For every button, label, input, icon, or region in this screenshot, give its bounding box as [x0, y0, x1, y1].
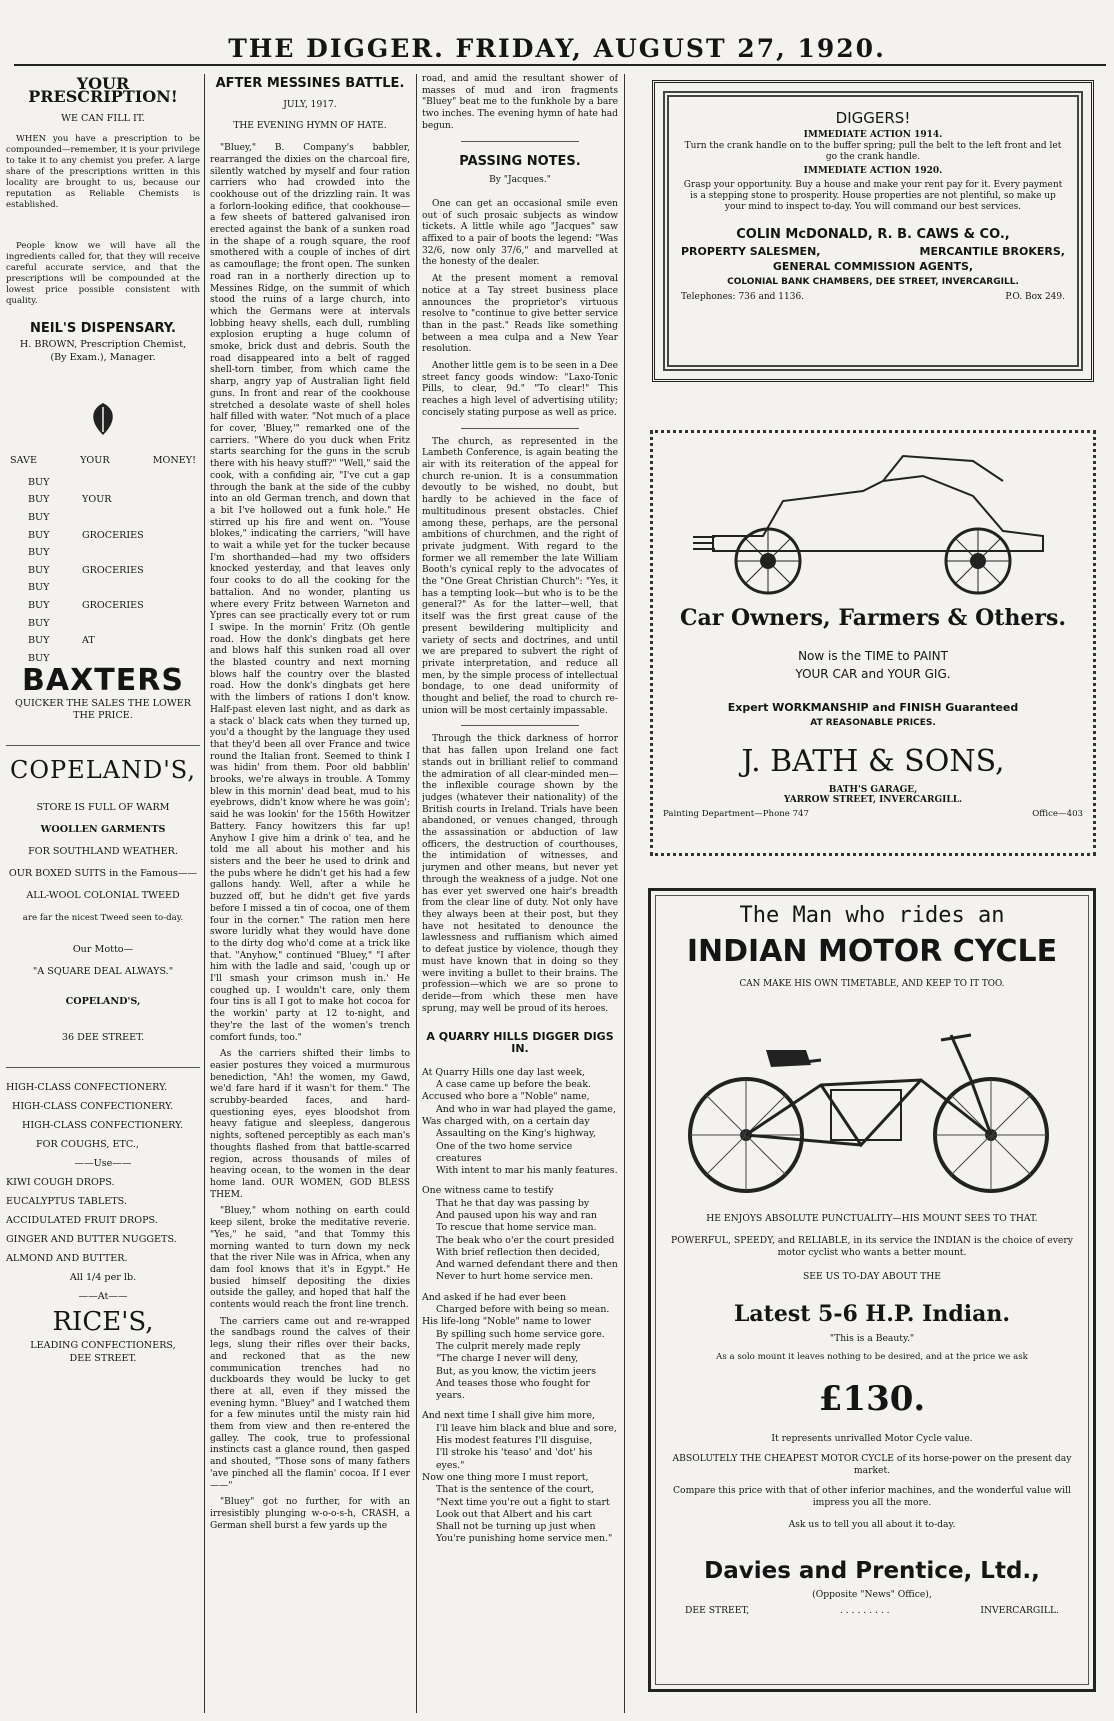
- passing-notes-heading: PASSING NOTES.: [459, 153, 581, 169]
- copelands-name: COPELAND'S,: [9, 756, 197, 785]
- indian-line-10: It represents unrivalled Motor Cycle value.: [771, 1433, 973, 1444]
- motorcycle-illustration: [671, 995, 1071, 1205]
- passing-notes-para: Through the thick darkness of horror that has fallen upon Ireland one fact stands out in brilliant relief to command the admiration of all clear-minded men—the inflexible courage shown by the judges (whatever their nationality) of the British courts in Ireland. Trials have been abandoned, or venues changed, through the assassination or abduction of law officers, the destruction of courthouses, the intimidation of witnesses, and jurymen and other means, but never yet through the weakness of a judge. Not one has ever yet swerved one hair's breadth from the clear line of duty. Not only have they always been at their post, but they have not hesitated to denounce the lawlessness and ruffianism which aimed to defeat justice by violence, though they must have known that in doing so they were inviting a bullet to their brains. The profession—which we are so prone to deride—from which these men have sprung, may well be proud of its heroes.: [422, 734, 618, 1014]
- bath-advertisement: [650, 430, 1096, 856]
- messines-para: "Bluey" got no further, for with an irresistibly plunging w-o-o-s-h, CRASH, a German shell burst a few yards up the: [210, 1497, 410, 1531]
- indian-line-1: The Man who rides an: [739, 903, 1005, 928]
- indian-line-2: INDIAN MOTOR CYCLE: [686, 934, 1058, 969]
- indian-line-12: Compare this price with that of other inferior machines, and the wonderful value will impress you all the more.: [673, 1485, 1071, 1508]
- save-money-row: SAVE YOUR MONEY!: [10, 455, 196, 467]
- indian-line-7: Latest 5-6 H.P. Indian.: [733, 1301, 1011, 1327]
- bath-street: YARROW STREET, INVERCARGILL.: [783, 795, 963, 805]
- messines-date: JULY, 1917.: [283, 99, 337, 110]
- column-3: [422, 74, 618, 1714]
- buy-row: BUY GROCERIES: [28, 564, 144, 576]
- diggers-phones: Telephones: 736 and 1136.: [681, 292, 805, 302]
- messines-para: "Bluey," B. Company's babbler, rearranged the dixies on the charcoal fire, silently watched by myself and four ration carriers who had crowded into the cookhouse out of the drizzling rain. It was a forlorn-looking edifice, that cookhouse—a few sheets of battered galvanised iron erected against the bank of a sunken road in the shape of a rough square, the roof smothered with a couple of inches of dirt as camouflage; the front open. The sunken road ran in a northerly direction up to Messines Ridge, on the summit of which stood the ruins of a large church, into which the Germans were at intervals lobbing heavy shells, each dull, rumbling explosion erupting a huge column of smoke, brick dust and debris. South the road disappeared into a belt of ragged shell-torn timber, from which came the sharp, angry yap of Australian light field guns. In front and rear of the cookhouse stretched a desolate waste of shell holes half filled with water. "Not much of a place for cover, 'Bluey,'" remarked one of the carriers. "Where do you duck when Fritz starts searching for the guns in the scrub there with his heavy stuff?" "Well," said the cook, with a confiding air, "I've cut a gap through the bank at the side of the cubby into an old German trench, and down that a bit I've hollowed out a funk hole." He stirred up his fire and went on. "Youse blokes," indicating the carriers, "will have to wait a while yet for the tucker because I'm shorthanded—had my two offsiders knocked yesterday, and that leaves only four cooks to do all the cooking for the battalion. And no wonder, planting us where every Fritz between Warneton and Ypres can see practically every tot or rum I swipe. In the mornin' Fritz (Oh gentle road. How the donk's dingbats get here and blows half this sunken road all over the blasted country and next morning blows half the country over the blasted road. How the donk's dingbats get here with the limbers of rations I don't know. Half-past eleven last night, and as dark as a stack o' black cats when they turned up, you'd a thought by the language they used that they'd been all over France and twice round the Italian front. Seemed to think I was hidin' from them. Poor old babblin' brooks, we're always in trouble. A Tommy blew in this mornin' dead beat, mud to his eyebrows, didn't know where he was goin'; said he was lookin' for the 156th Howitzer Battery. Fancy howitzers this far up! Anyhow I give him a drink o' tea, and he told me all about his mother and his sisters and the beer he used to drink and the pubs where he didn't get his had a few gallons handy. Well, after a while he buzzed off, but he didn't get five yards before I missed a tin of cocoa, one of them four in the corner." The ration men here swore luridly what they would have done to the dirty dog who'd come at a trick like that. "Anyhow," continued "Bluey," "I after him with the ladle and said, 'cough up or I'll smash your crimson mush in.' He coughed up. I wouldn't care, only them four tins is all I got to make hot cocoa for the workin' party at 12 to-night, and they're the last of the women's trench comfort funds, too.": [210, 143, 410, 1043]
- column-divider: [416, 74, 417, 1713]
- indian-line-8: "This is a Beauty.": [829, 1333, 915, 1344]
- passing-notes-para: At the present moment a removal notice at a Tay street business place announces the proprietor's virtuous resolve to "continue to give better service than in the past." Reads like something between a mea culpa and a New Year resolution.: [422, 274, 618, 355]
- indian-dots: . . . . . . . . .: [839, 1605, 890, 1616]
- diggers-line: Turn the crank handle on to the buffer spring; pull the belt to the left front and let go the crank handle.: [684, 141, 1062, 162]
- diggers-firm: COLIN McDONALD, R. B. CAWS & CO.,: [736, 227, 1010, 242]
- indian-line-13: Ask us to tell you all about it to-day.: [788, 1519, 956, 1530]
- car-illustration: [673, 441, 1073, 601]
- diggers-line: IMMEDIATE ACTION 1920.: [803, 166, 943, 176]
- indian-line-11: ABSOLUTELY THE CHEAPEST MOTOR CYCLE of its horse-power on the present day market.: [672, 1453, 1072, 1476]
- indian-firm: Davies and Prentice, Ltd.,: [704, 1558, 1040, 1584]
- rices-footer-2: DEE STREET.: [69, 1352, 137, 1364]
- column-2: [210, 74, 410, 1714]
- diggers-line: Grasp your opportunity. Buy a house and make your rent pay for it. Every payment is a stepping stone to prosperity. House properties are not plentiful, so make up your mind to inspect to-day. You will command our best services.: [683, 180, 1063, 212]
- indian-advertisement: [648, 888, 1096, 1692]
- bath-line: Now is the TIME to PAINT: [798, 649, 948, 663]
- indian-street-right: INVERCARGILL.: [980, 1605, 1059, 1616]
- masthead: [0, 0, 1114, 72]
- leaf-ornament-icon: [6, 399, 200, 444]
- indian-line-6: SEE US TO-DAY ABOUT THE: [802, 1271, 942, 1282]
- buy-row: BUY: [28, 476, 50, 488]
- buy-row: BUY: [28, 582, 50, 594]
- buy-row: BUY GROCERIES: [28, 529, 144, 541]
- diggers-line: IMMEDIATE ACTION 1914.: [803, 130, 943, 140]
- passing-notes-para: The church, as represented in the Lambeth Conference, is again beating the air with its reiteration of the appeal for church re-union. It is a consummation devoutly to be wished, no doubt, but hardly to be achieved in the face of multitudinous present obstacles. Chief among these, perhaps, are the personal ambitions of churchmen, and the right of private judgment. With regard to the former we all remember the late William Booth's cynical reply to the advocates of the "One Great Christian Church": "Yes, it has a tempting look—but who is to be the general?" As for the latter—well, that itself was the first great cause of the present bewildering multiplicity and variety of sects and doctrines, and until we are prepared to subvert the right of private interpretation, and reduce all men, by the simple process of intellectual bondage, to one dead uniformity of thought and belief, the road to church re-union will be most certainly impassable.: [422, 436, 618, 716]
- diggers-box: P.O. Box 249.: [1005, 292, 1065, 302]
- diggers-right: MERCANTILE BROKERS,: [919, 245, 1065, 258]
- messines-heading: AFTER MESSINES BATTLE.: [215, 76, 405, 91]
- column-divider: [204, 74, 205, 1713]
- bath-headline: Car Owners, Farmers & Others.: [679, 605, 1067, 631]
- diggers-address: COLONIAL BANK CHAMBERS, DEE STREET, INVERCARGILL.: [727, 277, 1019, 287]
- bath-phone-right: Office—403: [1032, 809, 1083, 819]
- baxters-tagline: QUICKER THE SALES THE LOWER THE PRICE.: [15, 697, 191, 722]
- rices-ad: HIGH-CLASS CONFECTIONERY. HIGH-CLASS CONFECTIONERY. HIGH-CLASS CONFECTIONERY. FOR COUGHS, ETC., ——Use—— KIWI COUGH DROPS. EUCALYPTUS TABLETS. ACCIDULATED FRUIT DROPS. GINGER AND BUTTER NUGGETS. ALMOND AND BUTTER. All 1/4 per lb. ——At——: [6, 1081, 184, 1302]
- buy-row: BUY YOUR: [28, 494, 112, 506]
- rices-name: RICE'S,: [52, 1306, 154, 1337]
- indian-line-3: CAN MAKE HIS OWN TIMETABLE, AND KEEP TO IT TOO.: [739, 979, 1005, 989]
- bath-phone-left: Painting Department—Phone 747: [663, 809, 809, 819]
- bath-garage: BATH'S GARAGE,: [828, 785, 918, 795]
- dispensary-name: NEIL'S DISPENSARY.: [30, 320, 176, 336]
- chemist-name: H. BROWN, Prescription Chemist,: [19, 339, 187, 351]
- passing-notes-para: One can get an occasional smile even out of such prosaic subjects as window tickets. A little while ago "Jacques" saw affixed to a pair of boots the legend: "Was 32/6, now only 37/6," and marvelled at the honesty of the dealer.: [422, 198, 618, 268]
- poem-stanza: And next time I shall give him more, I'll leave him black and blue and sore, His modest features I'll disguise, I'll stroke his 'teaso' and 'dot' his eyes." Now one thing more I must report, That is the sentence of the court, "Next time you're out a fight to start Look out that Albert and his cart Shall not be turning up just when You're punishing home service men.": [422, 1410, 617, 1545]
- passing-notes-byline: By "Jacques.": [489, 175, 551, 186]
- poem-stanza: One witness came to testify That he that day was passing by And paused upon his way and ran To rescue that home service man. The beak who o'er the court presided With brief reflection then decided, And warned defendant there and then Never to hurt home service men.: [422, 1185, 618, 1283]
- prescription-subheading: WE CAN FILL IT.: [61, 113, 145, 125]
- newspaper-title: THE DIGGER. FRIDAY, AUGUST 27, 1920.: [228, 34, 886, 63]
- passing-notes-para: Another little gem is to be seen in a Dee street fancy goods window: "Laxo-Tonic Pills, to clear, 9d." "To clear!" This reaches a high level of advertising utility; concisely stating purpose as well as price.: [422, 361, 618, 418]
- column-1: [6, 74, 200, 1714]
- bath-line: AT REASONABLE PRICES.: [810, 718, 936, 728]
- indian-price: £130.: [818, 1379, 926, 1419]
- messines-subheading: THE EVENING HYMN OF HATE.: [233, 121, 387, 132]
- buy-row: BUY: [28, 547, 50, 559]
- buy-row: BUY: [28, 652, 50, 664]
- messines-para: As the carriers shifted their limbs to easier postures they voiced a murmurous benediction, "Ah! the women, my Gawd, we'd fare hard if it wasn't for them." The scrubby-bearded faces, and hard-questioning eyes, eyes bloodshot from heavy fatigue and sleepless, dangerous nights, softened perceptibly as each man's thoughts flashed from that battle-scarred region, across thousands of miles of heaving ocean, to the women in the dear home land. OUR WOMEN, GOD BLESS THEM.: [210, 1049, 410, 1200]
- masthead-rule: [14, 64, 1106, 66]
- messines-continued: road, and amid the resultant shower of masses of mud and iron fragments "Bluey" beat me to the funkhole by a bare two inches. The evening hymn of hate had begun.: [422, 74, 618, 131]
- diggers-left: PROPERTY SALESMEN,: [681, 245, 821, 258]
- column-divider: [624, 74, 625, 1713]
- buy-list: [6, 474, 200, 668]
- indian-opposite: (Opposite "News" Office),: [812, 1589, 932, 1600]
- buy-row: BUY GROCERIES: [28, 599, 144, 611]
- messines-para: "Bluey," whom nothing on earth could keep silent, broke the meditative reverie. "Yes," he said, "and that Tommy this morning wanted to turn down my neck that the river Nile was in Africa, when any dam fool knows that it's in Egypt." He busied himself depositing the dixies outside the galley, and hoped that half the contents would reach the front line trench.: [210, 1206, 410, 1311]
- diggers-agents: GENERAL COMMISSION AGENTS,: [772, 260, 974, 273]
- poem-stanza: And asked if he had ever been Charged before with being so mean. His life-long "Noble" name to lower By spilling such home service gore. The culprit merely made reply "The charge I never will deny, But, as you know, the victim jeers And teases those who fought for years.: [422, 1291, 610, 1402]
- indian-street-left: DEE STREET,: [685, 1605, 750, 1616]
- chemist-manager: (By Exam.), Manager.: [50, 351, 156, 363]
- rices-footer-1: LEADING CONFECTIONERS,: [30, 1340, 176, 1352]
- indian-line-9: As a solo mount it leaves nothing to be desired, and at the price we ask: [716, 1352, 1028, 1362]
- baxters-name: BAXTERS: [22, 663, 184, 699]
- buy-row: BUY: [28, 511, 50, 523]
- prescription-para-1: WHEN you have a prescription to be compounded—remember, it is your privilege to take it to any chemist you prefer. A large share of the prescriptions written in this locality are brought to us, because our reputation as Reliable Chemists is established.: [6, 133, 200, 210]
- bath-firm: J. BATH & SONS,: [741, 744, 1005, 779]
- prescription-para-2: People know we will have all the ingredients called for, that they will receive careful accurate service, and that the prescriptions will be compounded at the lowest price possible consistent with quality.: [6, 240, 200, 306]
- indian-line-5: POWERFUL, SPEEDY, and RELIABLE, in its service the INDIAN is the choice of every motor cyclist who wants a better mount.: [671, 1235, 1073, 1258]
- poem-title: A QUARRY HILLS DIGGER DIGS IN.: [426, 1030, 614, 1056]
- prescription-heading: YOUR PRESCRIPTION!: [28, 74, 178, 106]
- poem-stanza: At Quarry Hills one day last week, A case came up before the beak. Accused who bore a "Noble" name, And who in war had played the game, Was charged with, on a certain day Assaulting on the King's highway, One of the two home service creatures With intent to mar his manly features.: [422, 1066, 618, 1177]
- copelands-ad: STORE IS FULL OF WARM WOOLLEN GARMENTS FOR SOUTHLAND WEATHER. OUR BOXED SUITS in the Famous—— ALL-WOOL COLONIAL TWEED are far the nicest Tweed seen to-day. Our Motto— "A SQUARE DEAL ALWAYS." COPELAND'S, 36 DEE STREET.: [8, 801, 198, 1043]
- buy-row: BUY AT: [28, 635, 95, 647]
- diggers-title: DIGGERS!: [835, 109, 911, 127]
- bath-line: Expert WORKMANSHIP and FINISH Guaranteed: [727, 701, 1019, 714]
- indian-line-4: HE ENJOYS ABSOLUTE PUNCTUALITY—HIS MOUNT SEES TO THAT.: [706, 1213, 1038, 1224]
- buy-row: BUY: [28, 617, 50, 629]
- messines-para: The carriers came out and re-wrapped the sandbags round the calves of their legs, slung their rifles over their backs, and reckoned that as the new communication trenches had no duckboards they would be lucky to get there at all, even if they missed the evening hymn. "Bluey" and I watched them for a few minutes until the misty rain hid them from view and then re-entered the galley. The cook, true to professional instincts cast a glance round, then gasped and shouted, "Those sons of many fathers 'ave pinched all the flamin' cocoa. If I ever——": [210, 1316, 410, 1491]
- bath-line: YOUR CAR and YOUR GIG.: [795, 667, 951, 681]
- diggers-advertisement: [652, 80, 1094, 382]
